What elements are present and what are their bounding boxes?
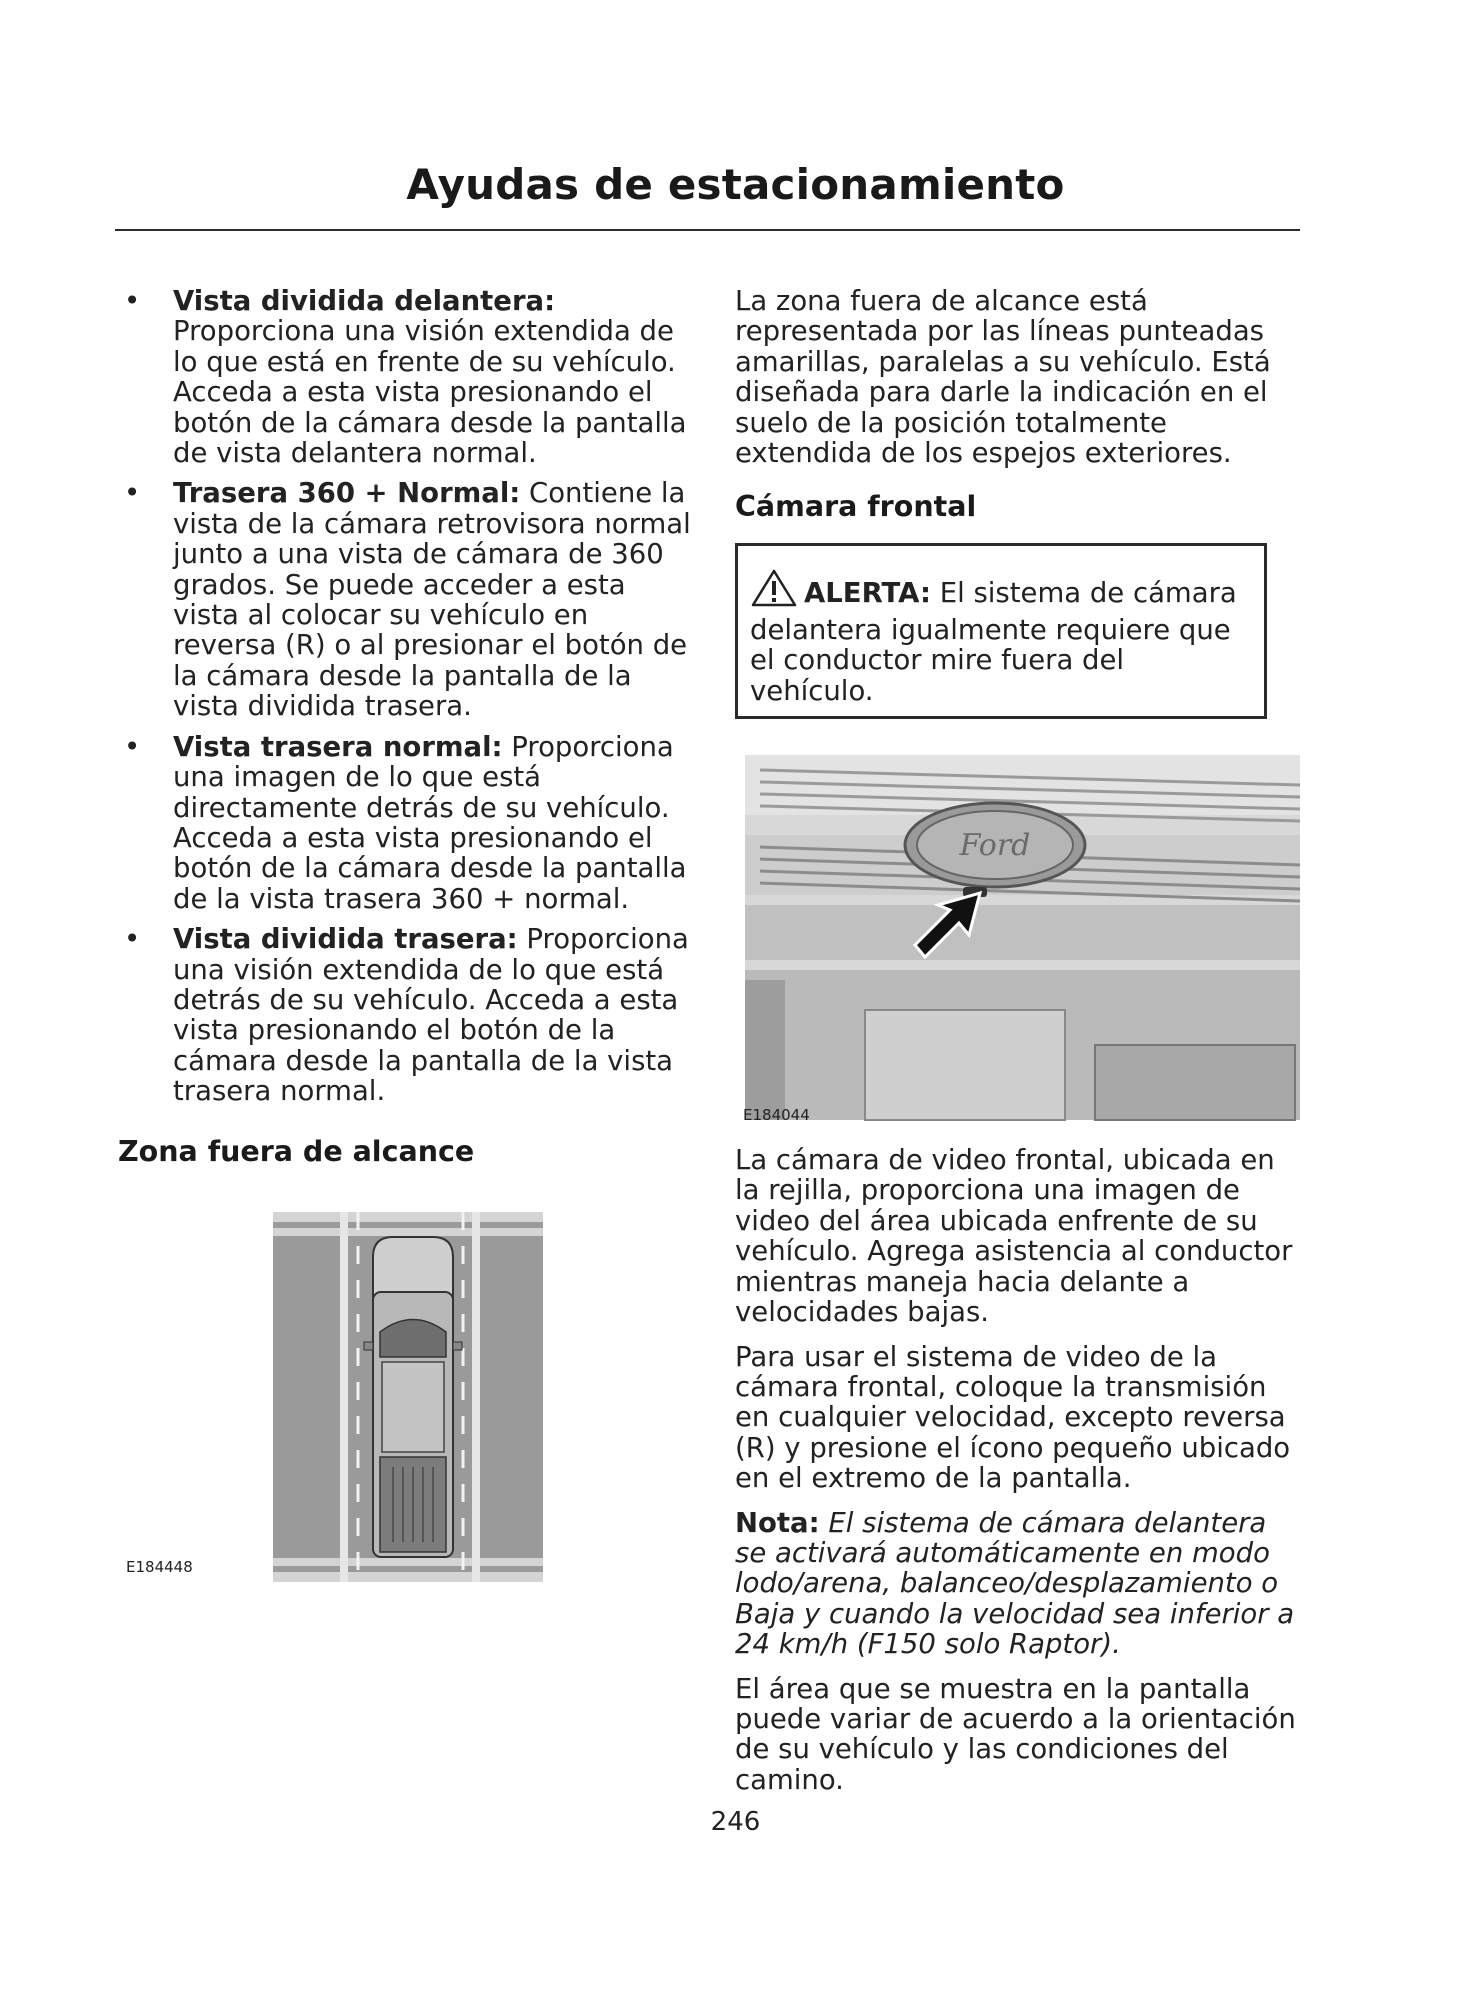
bullet-text: Proporciona una imagen de lo que está directamente detrás de su vehículo. Acceda a esta vista presionando el botón de la cámara desde la pantalla de la vista trasera 360 + normal. [173, 730, 687, 915]
bullet-text: Proporciona una visión extendida de lo que está en frente de su vehículo. Acceda a esta vista presionando el botón de la cámara desde la pantalla de vista delantera normal. [173, 315, 687, 470]
section-heading-zona: Zona fuera de alcance [118, 1134, 475, 1168]
alert-text: El sistema de cámara delantera igualmente requiere que el conductor mire fuera del vehículo. [750, 577, 1237, 707]
note-text: El sistema de cámara delantera se activará automáticamente en modo lodo/arena, balanceo/desplazamiento o Baja y cuando la velocidad sea inferior a 24 km/h (F150 solo Raptor). [735, 1506, 1295, 1661]
bullet-icon: • [124, 285, 141, 317]
title-divider [115, 229, 1300, 231]
figure-zona-fuera-alcance [118, 1182, 693, 1592]
bullet-label: Vista trasera normal: [173, 730, 503, 763]
paragraph-2: Para usar el sistema de video de la cámara frontal, coloque la transmisión en cualquier velocidad, excepto reversa (R) y presione el ícono pequeño ubicado en el extremo de la pantalla. [735, 1340, 1291, 1495]
bullet-label: Vista dividida trasera: [173, 923, 518, 956]
truck-top-view-illustration [118, 1182, 693, 1592]
page-number: 246 [710, 1807, 761, 1837]
right-column [735, 286, 1300, 1809]
alert-label: ALERTA: [804, 577, 931, 610]
intro-paragraph: La zona fuera de alcance está representada por las líneas punteadas amarillas, paralelas a su vehículo. Está diseñada para darle la indicación en el suelo de la posición totalmente extendida de los espejos exteriores. [735, 285, 1271, 470]
page-title: Ayudas de estacionamiento [406, 160, 1065, 209]
bullet-text: Proporciona una visión extendida de lo que está detrás de su vehículo. Acceda a esta vista presionando el botón de la cámara desde la pantalla de la vista trasera normal. [173, 923, 689, 1108]
list-item [118, 732, 693, 914]
note-paragraph [735, 1508, 1300, 1660]
list-item [118, 478, 693, 721]
bullet-text: Contiene la vista de la cámara retrovisora normal junto a una vista de cámara de 360 grados. Se puede acceder a esta vista al colocar su vehículo en reversa (R) o al presionar el botón de la cámara desde la pantalla de la vista dividida trasera. [173, 477, 691, 723]
alert-box [735, 543, 1267, 719]
figure-label: E184448 [126, 1557, 193, 1576]
bullet-label: Vista dividida delantera: [173, 285, 556, 317]
figure-label: E184044 [743, 1106, 810, 1125]
list-item [118, 924, 693, 1106]
warning-icon [750, 568, 798, 614]
bullet-icon: • [124, 923, 141, 956]
left-column [118, 286, 693, 1592]
camera-view-list [118, 286, 693, 1107]
bullet-icon: • [124, 730, 141, 763]
note-label: Nota: [735, 1506, 820, 1539]
bullet-label: Trasera 360 + Normal: [173, 477, 521, 510]
grille-logo-text: Ford [959, 828, 1031, 864]
figure-front-camera [735, 755, 1300, 1145]
paragraph-1: La cámara de video frontal, ubicada en la rejilla, proporciona una imagen de video del área ubicada enfrente de su vehículo. Agrega asistencia al conductor mientras maneja hacia delante a velocidades bajas. [735, 1144, 1293, 1329]
front-grille-photo [735, 755, 1300, 1125]
list-item [118, 286, 693, 468]
section-heading-camara-frontal: Cámara frontal [735, 490, 977, 524]
bullet-icon: • [124, 477, 141, 510]
paragraph-3: El área que se muestra en la pantalla puede variar de acuerdo a la orientación de su vehículo y las condiciones del camino. [735, 1672, 1296, 1796]
